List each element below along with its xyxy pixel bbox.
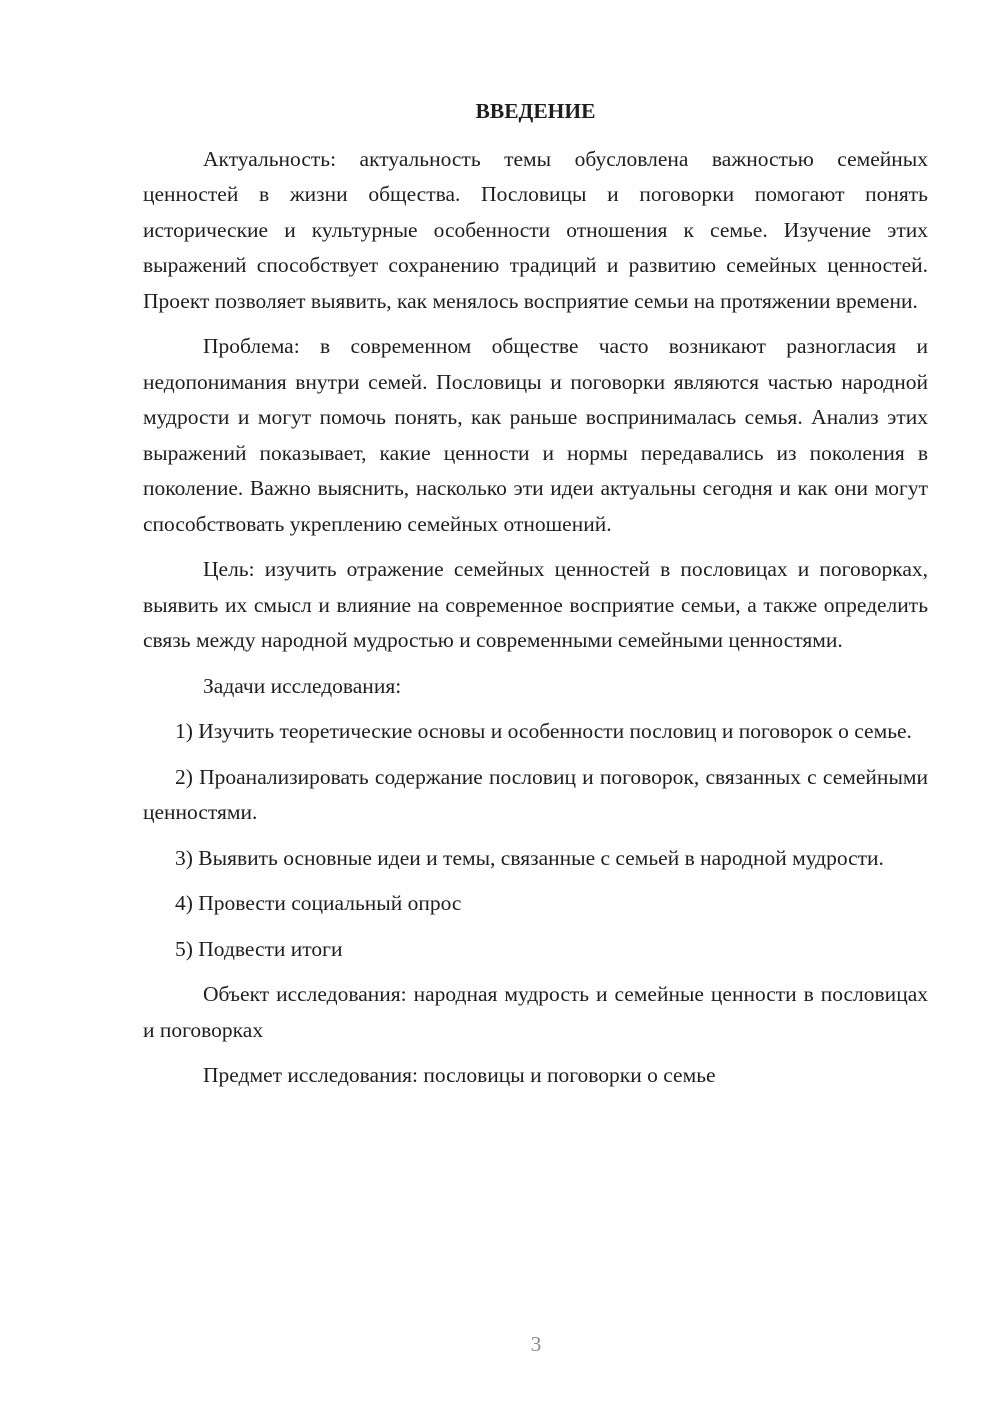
document-page	[143, 94, 928, 1104]
paragraph-goal: Цель: изучить отражение семейных ценностей в пословицах и поговорках, выявить их смысл и влияние на современное восприятие семьи, а также определить связь между народной мудростью и современными семейными ценностями.	[143, 557, 928, 652]
task-item-1: 1) Изучить теоретические основы и особенности пословиц и поговорок о семье.	[175, 719, 912, 743]
paragraph-relevance: Актуальность: актуальность темы обусловлена важностью семейных ценностей в жизни общества. Пословицы и поговорки помогают понять исторические и культурные особенности отношения к семье. Изучение этих выражений способствует сохранению традиций и развитию семейных ценностей. Проект позволяет выявить, как менялось восприятие семьи на протяжении времени.	[143, 146, 928, 313]
tasks-heading: Задачи исследования:	[203, 673, 402, 698]
task-item-4: 4) Провести социальный опрос	[175, 891, 462, 915]
task-item-5: 5) Подвести итоги	[175, 936, 343, 961]
paragraph-problem: Проблема: в современном обществе часто возникают разногласия и недопонимания внутри семей. Пословицы и поговорки являются частью народной мудрости и могут помочь понять, как раньше воспринималась семья. Анализ этих выражений показывает, какие ценности и нормы передавались из поколения в поколение. Важно выяснить, насколько эти идеи актуальны сегодня и как они могут способствовать укреплению семейных отношений.	[143, 334, 928, 536]
task-item-3: 3) Выявить основные идеи и темы, связанные с семьей в народной мудрости.	[175, 845, 884, 870]
page-number: 3	[530, 1332, 542, 1356]
paragraph-object: Объект исследования: народная мудрость и семейные ценности в пословицах и поговорках	[143, 982, 928, 1042]
paragraph-subject: Предмет исследования: пословицы и поговорки о семье	[203, 1063, 716, 1087]
task-item-2: 2) Проанализировать содержание пословиц и поговорок, связанных с семейными ценностями.	[143, 764, 928, 824]
section-title: ВВЕДЕНИЕ	[475, 99, 596, 123]
